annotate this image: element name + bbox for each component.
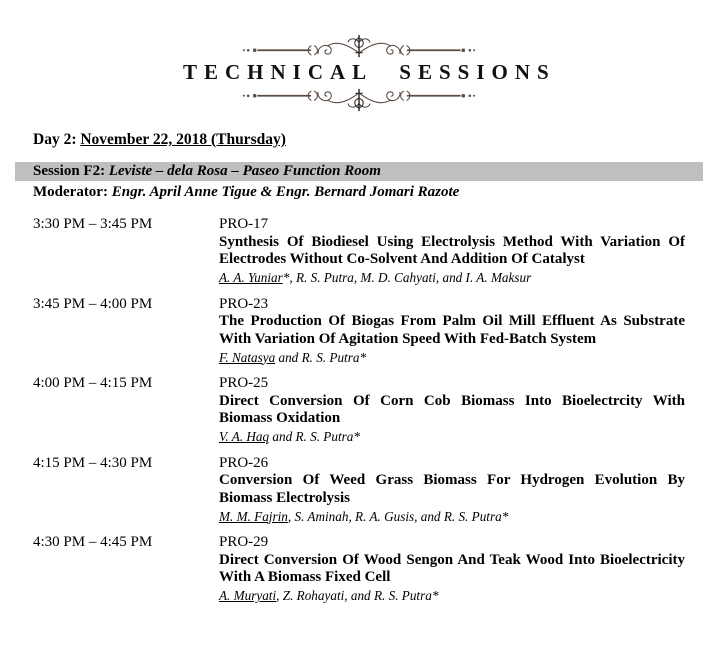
entry-title: The Production Of Biogas From Palm Oil Mill Effluent As Substrate With Variation Of Agitation Speed With Fed-Batch System — [219, 313, 685, 347]
session-label: Session F2: — [33, 163, 109, 179]
entry-code: PRO-29 — [219, 534, 269, 550]
entry-time: 4:15 PM – 4:30 PM — [33, 454, 153, 471]
session-entry — [33, 216, 685, 286]
day-date: November 22, 2018 (Thursday) — [80, 131, 286, 148]
entry-time: 3:45 PM – 4:00 PM — [33, 295, 153, 312]
entry-title: Direct Conversion Of Corn Cob Biomass Into Bioelectrcity With Biomass Oxidation — [219, 392, 685, 426]
entry-code: PRO-25 — [219, 375, 269, 391]
moderator-line — [33, 183, 685, 201]
session-entry — [33, 534, 685, 604]
entry-coauthors: and R. S. Putra* — [269, 429, 360, 444]
entry-body — [219, 534, 685, 604]
entry-coauthors: *, R. S. Putra, M. D. Cahyati, and I. A. Maksur — [282, 270, 532, 285]
entry-time: 4:30 PM – 4:45 PM — [33, 534, 153, 550]
entry-coauthors: , Z. Rohayati, and R. S. Putra* — [276, 588, 439, 603]
entry-title: Synthesis Of Biodiesel Using Electrolysis Method With Variation Of Electrodes Without Co-Solvent And Addition Of Catalyst — [219, 233, 685, 267]
moderator-label: Moderator: — [33, 184, 112, 200]
ornament-flourish-top — [189, 34, 529, 58]
ornament-flourish-bottom — [189, 88, 529, 112]
entry-lead-author: V. A. Haq — [219, 429, 270, 444]
entry-authors — [219, 349, 685, 366]
day-header — [33, 131, 685, 149]
entry-authors — [219, 269, 685, 286]
moderator-names: Engr. April Anne Tigue & Engr. Bernard Jomari Razote — [111, 184, 460, 200]
page-title: TECHNICAL SESSIONS — [183, 60, 556, 84]
session-room: Leviste – dela Rosa – Paseo Function Room — [108, 163, 381, 179]
entry-authors — [219, 587, 685, 604]
entry-body — [219, 455, 685, 525]
entry-code: PRO-26 — [219, 454, 269, 471]
entry-time: 4:00 PM – 4:15 PM — [33, 375, 153, 391]
entry-lead-author: A. Muryati — [219, 588, 277, 603]
entry-lead-author: M. M. Fajrin — [219, 508, 288, 524]
session-entry — [33, 375, 685, 445]
session-entry — [33, 455, 685, 525]
entry-lead-author: A. A. Yuniar — [219, 270, 283, 285]
entry-coauthors: and R. S. Putra* — [275, 349, 367, 365]
entry-body — [219, 375, 685, 445]
entry-title: Conversion Of Weed Grass Biomass For Hydrogen Evolution By Biomass Electrolysis — [219, 472, 685, 506]
session-bar — [15, 162, 703, 181]
entry-time: 3:30 PM – 3:45 PM — [33, 216, 153, 232]
masthead — [183, 34, 556, 112]
entry-lead-author: F. Natasya — [219, 349, 276, 365]
day-label: Day 2: — [33, 131, 81, 148]
entry-authors — [219, 508, 685, 525]
session-entry — [33, 296, 685, 366]
entry-title: Direct Conversion Of Wood Sengon And Teak Wood Into Bioelectricity With A Biomass Fixed Cell — [219, 551, 685, 585]
entry-body — [219, 296, 685, 366]
entry-code: PRO-23 — [219, 295, 269, 312]
entry-coauthors: , S. Aminah, R. A. Gusis, and R. S. Putra* — [287, 508, 509, 524]
entry-body — [219, 216, 685, 286]
schedule-list — [33, 216, 685, 604]
entry-authors — [219, 428, 685, 445]
entry-code: PRO-17 — [219, 216, 269, 232]
